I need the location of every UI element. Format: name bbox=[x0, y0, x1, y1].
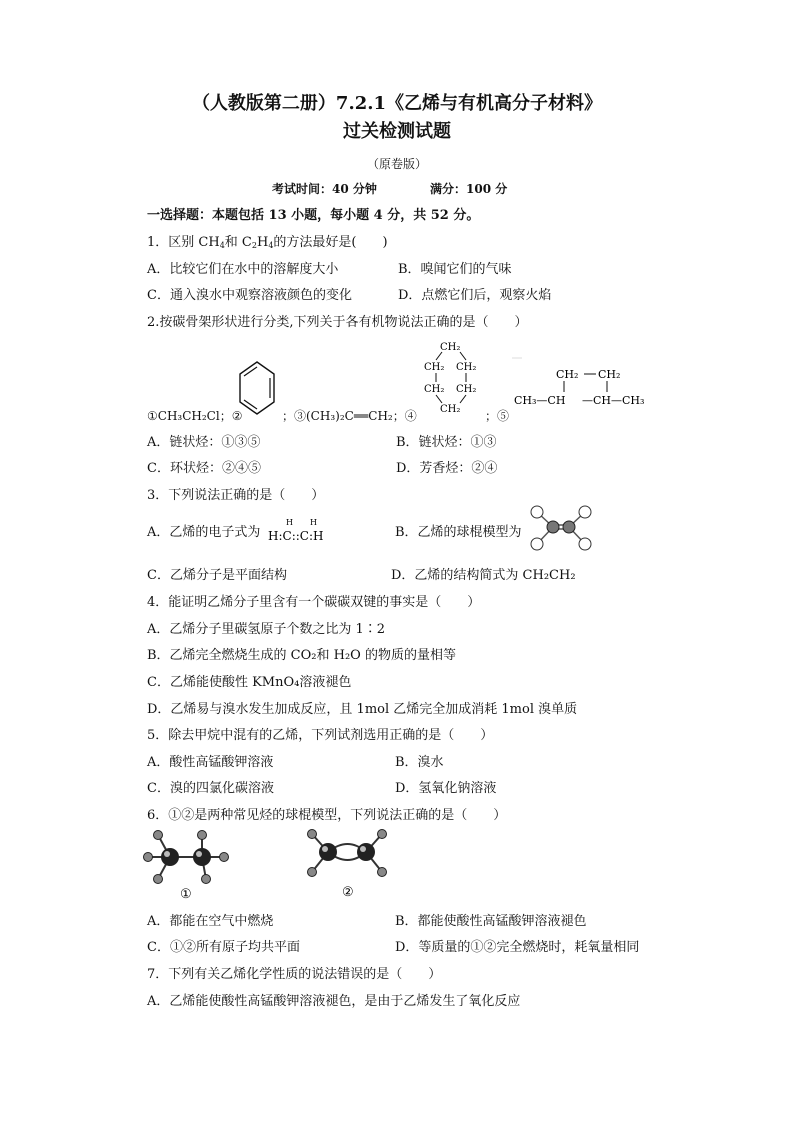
full-score: 满分：100 分 bbox=[430, 182, 508, 196]
page-subtitle: 过关检测试题 bbox=[343, 121, 451, 142]
svg-text:CH₃—CH: CH₃—CH bbox=[514, 394, 566, 407]
ethylene-ball-stick-model-b bbox=[527, 502, 593, 552]
svg-text:H:C::C:H: H:C::C:H bbox=[268, 529, 324, 543]
edition-label: （原卷版） bbox=[366, 157, 427, 171]
page-title: （人教版第二册）7.2.1《乙烯与有机高分子材料》 bbox=[191, 93, 603, 114]
q7-option-a: A．乙烯能使酸性高锰酸钾溶液褪色，是由于乙烯发生了氧化反应 bbox=[147, 994, 521, 1009]
q5-option-a: A．酸性高锰酸钾溶液 bbox=[147, 755, 274, 770]
svg-text:①: ① bbox=[180, 887, 192, 902]
q2-item-5: ；⑤ bbox=[485, 409, 510, 423]
svg-text:CH₂: CH₂ bbox=[456, 362, 477, 373]
q1-option-c: C．通入溴水中观察溶液颜色的变化 bbox=[147, 288, 352, 303]
question-6-stem: 6．①②是两种常见烃的球棍模型，下列说法正确的是（ ） bbox=[147, 808, 507, 823]
svg-text:CH₂: CH₂ bbox=[440, 342, 461, 353]
svg-text:CH₂: CH₂ bbox=[598, 368, 621, 381]
svg-text:CH₂: CH₂ bbox=[556, 368, 579, 381]
q6-option-b: B．都能使酸性高锰酸钾溶液褪色 bbox=[395, 914, 587, 929]
q6-option-c: C．①②所有原子均共平面 bbox=[147, 940, 300, 955]
exam-time: 考试时间：40 分钟 bbox=[272, 182, 377, 196]
question-4-stem: 4．能证明乙烯分子里含有一个碳碳双键的事实是（ ） bbox=[147, 595, 481, 610]
q3-option-c: C．乙烯分子是平面结构 bbox=[147, 568, 287, 583]
question-7-stem: 7．下列有关乙烯化学性质的说法错误的是（ ） bbox=[147, 967, 442, 982]
svg-text:CH₂: CH₂ bbox=[440, 404, 461, 415]
q2-option-d: D．芳香烃：②④ bbox=[396, 461, 498, 476]
svg-text:—CH—CH₃: —CH—CH₃ bbox=[582, 394, 645, 407]
svg-text:CH₂: CH₂ bbox=[424, 384, 445, 395]
ethylene-ball-stick-model bbox=[302, 826, 394, 902]
question-5-stem: 5．除去甲烷中混有的乙烯，下列试剂选用正确的是（ ） bbox=[147, 728, 494, 743]
ethylene-electron-formula bbox=[266, 516, 342, 546]
q4-option-b: B．乙烯完全燃烧生成的 CO₂和 H₂O 的物质的量相等 bbox=[147, 648, 456, 663]
q4-option-c: C．乙烯能使酸性 KMnO₄溶液褪色 bbox=[147, 675, 352, 690]
section-heading: 一选择题：本题包括 13 小题，每小题 4 分，共 52 分。 bbox=[147, 208, 480, 223]
dimethylcyclobutane-structure bbox=[512, 356, 662, 412]
q1-option-a: A．比较它们在水中的溶解度大小 bbox=[147, 262, 339, 277]
q5-option-c: C．溴的四氯化碳溶液 bbox=[147, 781, 274, 796]
q6-option-d: D．等质量的①②完全燃烧时，耗氧量相同 bbox=[395, 940, 640, 955]
q4-option-d: D．乙烯易与溴水发生加成反应，且 1mol 乙烯完全加成消耗 1mol 溴单质 bbox=[147, 702, 578, 717]
svg-text:H: H bbox=[286, 518, 293, 527]
question-3-stem: 3．下列说法正确的是（ ） bbox=[147, 488, 325, 503]
q1-option-d: D．点燃它们后，观察火焰 bbox=[398, 288, 552, 303]
q6-option-a: A．都能在空气中燃烧 bbox=[147, 914, 274, 929]
svg-text:②: ② bbox=[342, 885, 354, 900]
svg-text:CH₂: CH₂ bbox=[456, 384, 477, 395]
q2-item-1-2: ①CH₃CH₂Cl；② bbox=[147, 409, 243, 423]
q3-option-b: B．乙烯的球棍模型为 bbox=[395, 525, 522, 540]
q5-option-b: B．溴水 bbox=[395, 755, 444, 770]
svg-text:CH₂: CH₂ bbox=[424, 362, 445, 373]
q4-option-a: A．乙烯分子里碳氢原子个数之比为 1∶2 bbox=[147, 622, 386, 637]
question-2-stem: 2.按碳骨架形状进行分类,下列关于各有机物说法正确的是（ ） bbox=[147, 315, 528, 330]
ethane-ball-stick-model bbox=[140, 826, 236, 902]
q3-option-d: D．乙烯的结构简式为 CH₂CH₂ bbox=[391, 568, 576, 583]
cyclohexane-structure bbox=[422, 338, 486, 418]
q2-item-3-4: ；③(CH₃)₂C══CH₂；④ bbox=[282, 409, 417, 423]
q2-option-b: B．链状烃：①③ bbox=[396, 435, 497, 450]
svg-text:H: H bbox=[310, 518, 317, 527]
q1-option-b: B．嗅闻它们的气味 bbox=[398, 262, 512, 277]
q2-option-a: A．链状烃：①③⑤ bbox=[147, 435, 261, 450]
q3-option-a: A．乙烯的电子式为 bbox=[147, 525, 261, 540]
q5-option-d: D．氢氧化钠溶液 bbox=[395, 781, 497, 796]
q2-option-c: C．环状烃：②④⑤ bbox=[147, 461, 261, 476]
question-1-stem: 1．区别 $CH_4$和 $C_2H_4$的方法最好是( ) bbox=[147, 235, 388, 250]
